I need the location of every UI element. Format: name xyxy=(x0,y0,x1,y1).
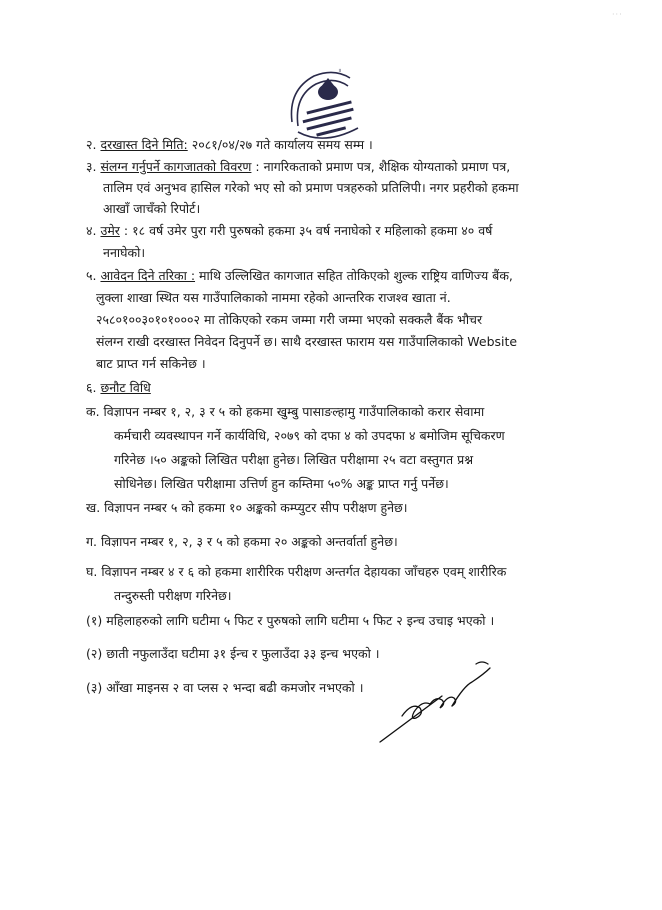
section-4-age xyxy=(86,223,492,239)
section-5-line-2: लुक्ला शाखा स्थित यस गाउँपालिकाको नाममा रहेको आन्तरिक राजश्व खाता नं. xyxy=(96,290,451,305)
clause-gha-line-1: घ. विज्ञापन नम्बर ४ र ६ को हकमा शारीरिक परीक्षण अन्तर्गत देहायका जाँचहरु एवम् शारीरिक xyxy=(86,564,507,579)
corner-mark: ··· xyxy=(612,10,623,19)
section-heading: दरखास्त दिने मिति: xyxy=(100,137,188,152)
section-heading: संलग्न गर्नुपर्ने कागजातको विवरण xyxy=(100,159,252,174)
section-text: २०८१/०४/२७ गते कार्यालय समय सम्म । xyxy=(191,137,373,152)
section-6-selection-method xyxy=(86,380,151,396)
clause-gha-line-2: तन्दुरुस्ती परीक्षण गरिनेछ। xyxy=(114,588,232,603)
section-3-required-documents xyxy=(86,159,510,175)
section-heading: उमेर xyxy=(100,223,120,238)
section-2-application-deadline xyxy=(86,137,373,153)
handwritten-signature xyxy=(372,656,502,746)
section-heading: आवेदन दिने तरिका : xyxy=(100,268,196,283)
section-number: ५. xyxy=(86,268,97,283)
section-heading: छनौट विधि xyxy=(100,380,151,395)
section-text: माथि उल्लिखित कागजात सहित तोकिएको शुल्क राष्ट्रिय वाणिज्य बैंक, xyxy=(199,268,513,283)
section-number: ४. xyxy=(86,223,97,238)
section-5-line-4: संलग्न राखी दरखास्त निवेदन दिनुपर्ने छ। साथै दरखास्त फाराम यस गाउँपालिकाको Website xyxy=(96,334,518,349)
clause-ga: ग. विज्ञापन नम्बर १, २, ३ र ५ को हकमा २० अङ्कको अन्तर्वार्ता हुनेछ। xyxy=(86,534,398,549)
clause-ka-line-3: गरिनेछ ।५० अङ्कको लिखित परीक्षा हुनेछ। लिखित परीक्षामा २५ वटा वस्तुगत प्रश्न xyxy=(114,452,474,467)
section-text: : १८ वर्ष उमेर पुरा गरी पुरुषको हकमा ३५ वर्ष ननाघेको र महिलाको हकमा ४० वर्ष xyxy=(123,223,493,238)
section-4-line-2: ननाघेको। xyxy=(103,245,146,260)
clause-ka-line-4: सोधिनेछ। लिखित परीक्षामा उत्तिर्ण हुन कम्तिमा ५०% अङ्क प्राप्त गर्नु पर्नेछ। xyxy=(114,476,449,491)
section-5-line-3: २५८०१००३०१०१०००२ मा तोकिएको रकम जम्मा गरी जम्मा भएको सक्कलै बैंक भौचर xyxy=(96,312,483,327)
section-5-application-method xyxy=(86,268,513,284)
section-text: : नागरिकताको प्रमाण पत्र, शैक्षिक योग्यताको प्रमाण पत्र, xyxy=(255,159,511,174)
clause-kha: ख. विज्ञापन नम्बर ५ को हकमा १० अङ्कको कम्प्युटर सीप परीक्षण हुनेछ। xyxy=(86,500,408,515)
section-3-line-3: आखाँ जाचँको रिपोर्ट। xyxy=(103,201,201,216)
section-3-line-2: तालिम एवं अनुभव हासिल गरेको भए सो को प्रमाण पत्रहरुको प्रतिलिपी। नगर प्रहरीको हकमा xyxy=(103,180,519,195)
section-number: ३. xyxy=(86,159,97,174)
svg-text:॥: ॥ xyxy=(338,68,341,74)
clause-ka-line-2: कर्मचारी व्यवस्थापन गर्ने कार्यविधि, २०७९ को दफा ४ को उपदफा ४ बमोजिम सूचिकरण xyxy=(114,428,505,443)
physical-test-item-3: (३) आँखा माइनस २ वा प्लस २ भन्दा बढी कमजोर नभएको । xyxy=(86,680,364,695)
section-number: २. xyxy=(86,137,97,152)
section-number: ६. xyxy=(86,380,97,395)
physical-test-item-2: (२) छाती नफुलाउँदा घटीमा ३१ ईन्च र फुलाउँदा ३३ इन्च भएको । xyxy=(86,646,380,661)
clause-ka-line-1: क. विज्ञापन नम्बर १, २, ३ र ५ को हकमा खुम्बु पासाङल्हामु गाउँपालिकाको करार सेवामा xyxy=(86,404,485,419)
physical-test-item-1: (१) महिलाहरुको लागि घटीमा ५ फिट र पुरुषको लागि घटीमा ५ फिट २ इन्च उचाइ भएको । xyxy=(86,613,495,628)
section-5-line-5: बाट प्राप्त गर्न सकिनेछ । xyxy=(96,356,206,371)
